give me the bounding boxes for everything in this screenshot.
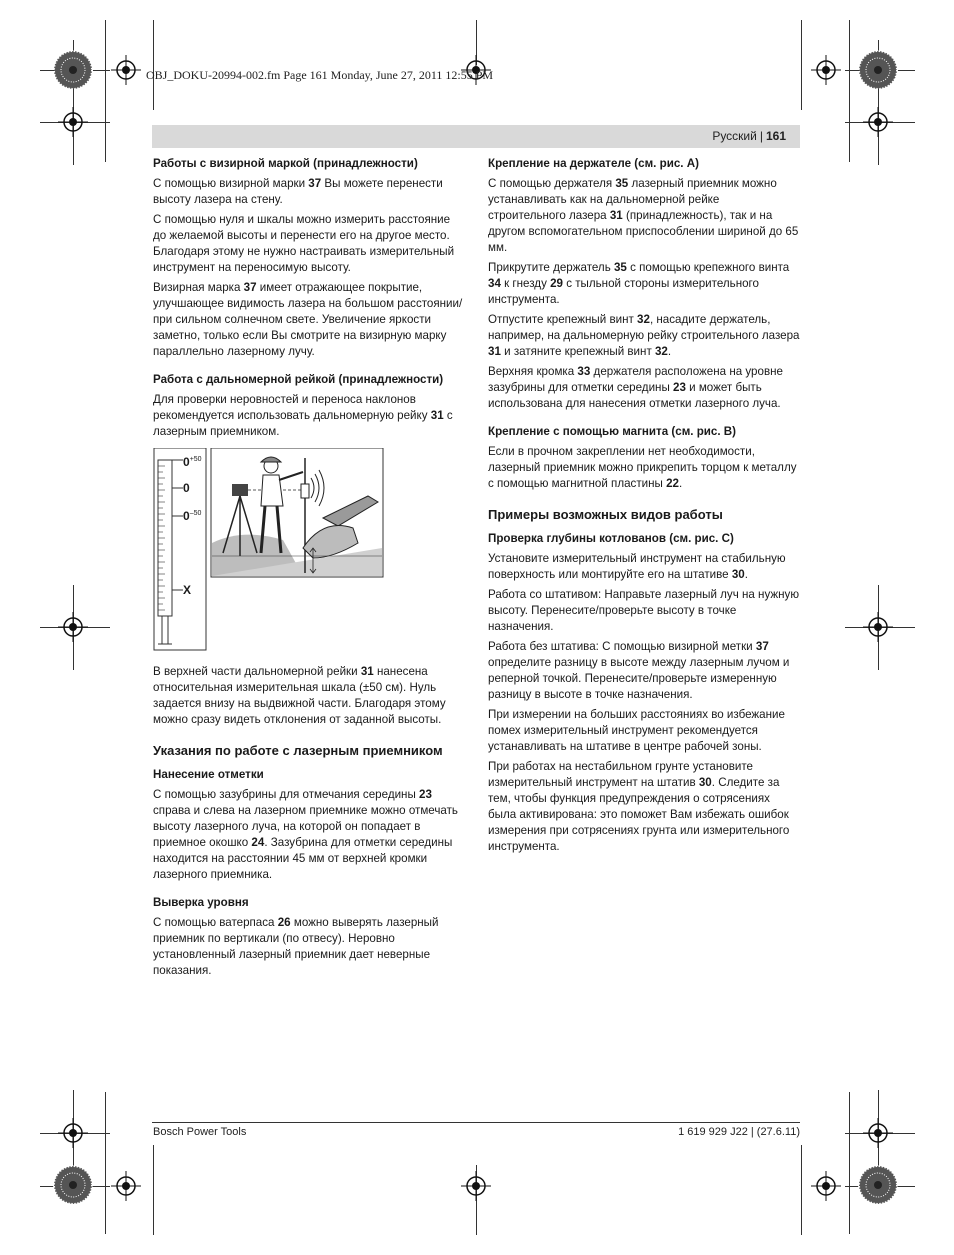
crop-mark [849, 20, 850, 162]
page-header [152, 125, 800, 148]
ref-number: 31 [609, 209, 623, 222]
sunburst-mark-icon [53, 50, 93, 90]
registration-mark-icon [811, 1171, 841, 1201]
right-column [488, 156, 800, 859]
section-heading: Примеры возможных видов работы [488, 507, 723, 522]
ref-number: 31 [430, 409, 444, 422]
paragraph: Верхняя кромка 33 держателя расположена на уровне зазубрины для отметки середины 23 и может быть использована для нанесения отметки лазерного луча. [488, 365, 783, 410]
registration-mark-icon [111, 1171, 141, 1201]
section-title: Выверка уровня [153, 896, 249, 909]
paragraph: В верхней части дальномерной рейки 31 нанесена относительная измерительная шкала (±50 см). Нуль задается внизу на выдвижной части. Благодаря этому можно сразу видеть отклонения от заданной высоты. [153, 665, 446, 726]
ref-number: 29 [550, 277, 563, 290]
registration-mark-icon [863, 612, 893, 642]
ref-number: 31 [488, 345, 501, 358]
sunburst-mark-icon [858, 50, 898, 90]
left-column [153, 156, 465, 983]
crop-mark [105, 1092, 106, 1234]
ref-number: 33 [577, 365, 591, 378]
ref-number: 30 [731, 568, 745, 581]
section-title: Крепление с помощью магнита (см. рис. B) [488, 425, 737, 438]
registration-mark-icon [58, 612, 88, 642]
ref-number: 37 [755, 640, 769, 653]
paragraph: Работа без штатива: С помощью визирной метки 37 определите разницу в высоте между лазерным лучом и реперной точкой. Перенесите/проверьте измеренную разницу в высоте в точке назначения. [488, 640, 790, 701]
file-info: OBJ_DOKU-20994-002.fm Page 161 Monday, June 27, 2011 12:55 PM [146, 68, 494, 82]
section-title: Крепление на держателе (см. рис. A) [488, 157, 699, 170]
section-heading: Указания по работе с лазерным приемником [153, 743, 443, 758]
section-title: Нанесение отметки [153, 768, 264, 781]
page-number: 161 [765, 129, 786, 143]
paragraph: Отпустите крепежный винт 32, насадите держатель, например, на дальномерную рейку строительного лазера 31 и затяните крепежный винт 32. [488, 313, 800, 358]
paragraph: Установите измерительный инструмент на стабильную поверхность или монтируйте его на штативе 30. [488, 552, 786, 581]
registration-mark-icon [863, 1118, 893, 1148]
paragraph: С помощью зазубрины для отмечания середины 23 справа и слева на лазерном приемнике можно отмечать высоту лазерного луча, на которой он попадает в приемное окошко 24. Зазубрина для отметки середины находится на расстоянии 45 мм от верхней кромки лазерного приемника. [153, 788, 458, 881]
paragraph: Работа со штативом: Направьте лазерный луч на нужную высоту. Перенесите/проверьте высоту в точке назначения. [488, 588, 800, 633]
header-text [712, 129, 786, 143]
ref-number: 32 [654, 345, 668, 358]
figure-illustration [153, 448, 465, 656]
ref-number: 37 [243, 281, 257, 294]
crop-mark [153, 1145, 154, 1235]
registration-mark-icon [461, 1171, 491, 1201]
ref-number: 35 [613, 261, 627, 274]
paragraph: С помощью нуля и шкалы можно измерить расстояние до желаемой высоты и перенести его на другое место. Благодаря этому не нужно настраивать измерительный инструмент на переносимую высоту. [153, 213, 455, 274]
ref-number: 30 [698, 776, 712, 789]
paragraph: С помощью ватерпаса 26 можно выверять лазерный приемник по вертикали (по отвесу). Неровно установленный лазерный приемник дает неверные показания. [153, 916, 439, 977]
ref-number: 23 [673, 381, 686, 394]
ref-number: 32 [637, 313, 650, 326]
ref-number: 35 [615, 177, 629, 190]
rod-label-x: X [183, 583, 192, 597]
leveling-rod-figure [153, 448, 465, 656]
paragraph: При работах на нестабильном грунте установите измерительный инструмент на штатив 30. Следите за тем, чтобы функция предупреждения о сотрясениях была активирована: это поможет Вам избежать ошибок измерения при сотрясениях грунта или измерительного инструмента. [488, 760, 790, 853]
paragraph: Прикрутите держатель 35 с помощью крепежного винта 34 к гнезду 29 с тыльной стороны измерительного инструмента. [488, 261, 790, 306]
paragraph: Если в прочном закреплении нет необходимости, лазерный приемник можно прикрепить торцом к металлу с помощью магнитной пластины 22. [488, 445, 797, 490]
paragraph: С помощью визирной марки 37 Вы можете перенести высоту лазера на стену. [153, 177, 443, 206]
crop-mark [153, 20, 154, 110]
ref-number: 37 [308, 177, 322, 190]
registration-mark-icon [863, 107, 893, 137]
header-language: Русский [712, 129, 757, 143]
crop-mark [849, 1092, 850, 1234]
section-title: Работа с дальномерной рейкой (принадлежности) [153, 373, 444, 386]
ref-number: 24 [251, 836, 265, 849]
rod-label-minus: $0^{-50}$ [183, 509, 202, 523]
section-title: Проверка глубины котлованов (см. рис. C) [488, 532, 734, 545]
footer-brand: Bosch Power Tools [153, 1126, 247, 1138]
footer-rule [152, 1122, 800, 1123]
section-title: Работы с визирной маркой (принадлежности) [153, 157, 418, 170]
rod-label-plus: $0^{+50}$ [183, 455, 202, 469]
registration-mark-icon [111, 55, 141, 85]
footer-doc-code: 1 619 929 J22 | (27.6.11) [678, 1126, 800, 1138]
crop-mark [801, 20, 802, 110]
paragraph: Для проверки неровностей и переноса наклонов рекомендуется использовать дальномерную рейку 31 с лазерным приемником. [153, 393, 453, 438]
header-separator: | [759, 129, 763, 143]
ref-number: 31 [360, 665, 374, 678]
sunburst-mark-icon [858, 1165, 898, 1205]
registration-mark-icon [811, 55, 841, 85]
paragraph: С помощью держателя 35 лазерный приемник можно устанавливать как на дальномерной рейке строительного лазера 31 (принадлежность), так и на другом вспомогательном приспособлении шириной до 65 мм. [488, 177, 799, 254]
crop-mark [801, 1145, 802, 1235]
paragraph: Визирная марка 37 имеет отражающее покрытие, улучшающее видимость лазера на большом расстоянии/при сильном солнечном свете. Увеличение яркости заметно, только если Вы смотрите на визирную марку параллельно лазерному лучу. [153, 281, 463, 358]
ref-number: 34 [488, 277, 501, 290]
ref-number: 26 [277, 916, 291, 929]
registration-mark-icon [58, 107, 88, 137]
ref-number: 23 [419, 788, 432, 801]
sunburst-mark-icon [53, 1165, 93, 1205]
paragraph: При измерении на больших расстояниях во избежание помех измерительный инструмент рекомендуется устанавливать на штативе в центре рабочей зоны. [488, 708, 785, 753]
crop-mark [105, 20, 106, 162]
ref-number: 22 [666, 477, 679, 490]
registration-mark-icon [58, 1118, 88, 1148]
rod-label-zero: 0 [183, 481, 190, 495]
